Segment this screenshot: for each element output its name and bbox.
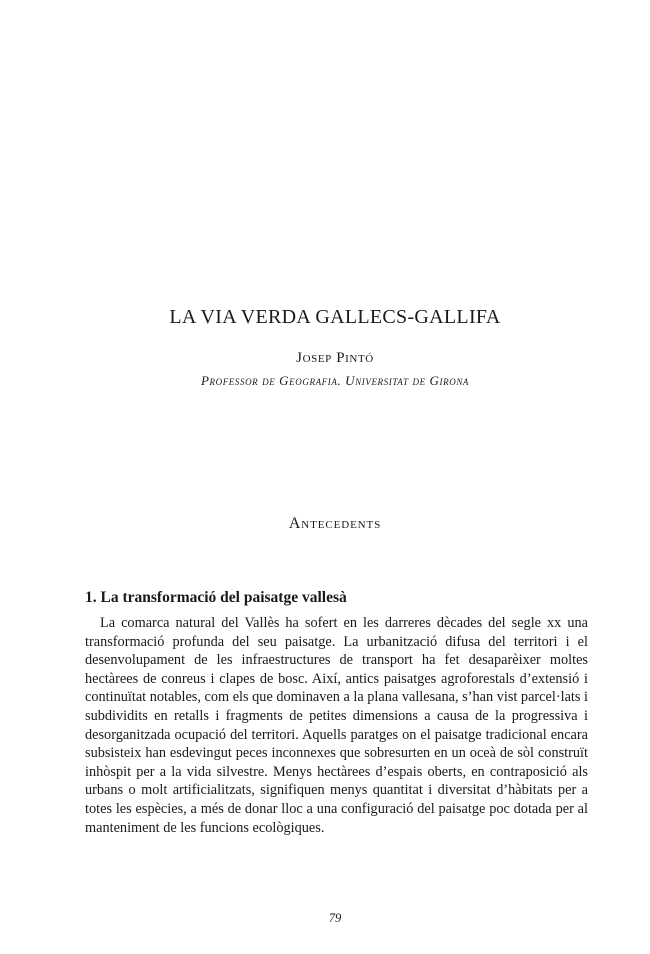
- page-number: 79: [328, 911, 342, 925]
- section-heading: Antecedents: [288, 515, 382, 532]
- article-title: LA VIA VERDA GALLECS-GALLIFA: [169, 306, 501, 328]
- author-affiliation: Professor de Geografia. Universitat de Girona: [200, 373, 470, 388]
- subsection-heading: 1. La transformació del paisatge vallesà: [85, 589, 347, 606]
- author-name: Josep Pintó: [296, 350, 374, 366]
- body-paragraph: La comarca natural del Vallès ha sofert en les darreres dècades del segle xx una transformació profunda del seu paisatge. La urbanització difusa del territori i el desenvolupament de les infraestructures de transport ha fet desaparèixer moltes hectàrees de conreus i clapes de bosc. Així, antics paisatges agroforestals d’extensió i continuïtat notables, com els que dominaven a la plana vallesana, s’han vist parcel·lats i subdividits en retalls i fragments de petites dimensions a causa de la progressiva i desorganitzada ocupació del territori. Aquells paratges on el paisatge tradicional encara subsisteix han esdevingut peces inconnexes que sobresurten en un oceà de sòl construït inhòspit per a la vida silvestre. Menys hectàrees d’espais oberts, en contraposició als urbans o molt artificialitzats, signifiquen menys quantitat i diversitat d’hàbitats per a totes les espècies, a més de donar lloc a una configuració del paisatge poc dotada per al manteniment de les funcions ecològiques.: [85, 615, 589, 836]
